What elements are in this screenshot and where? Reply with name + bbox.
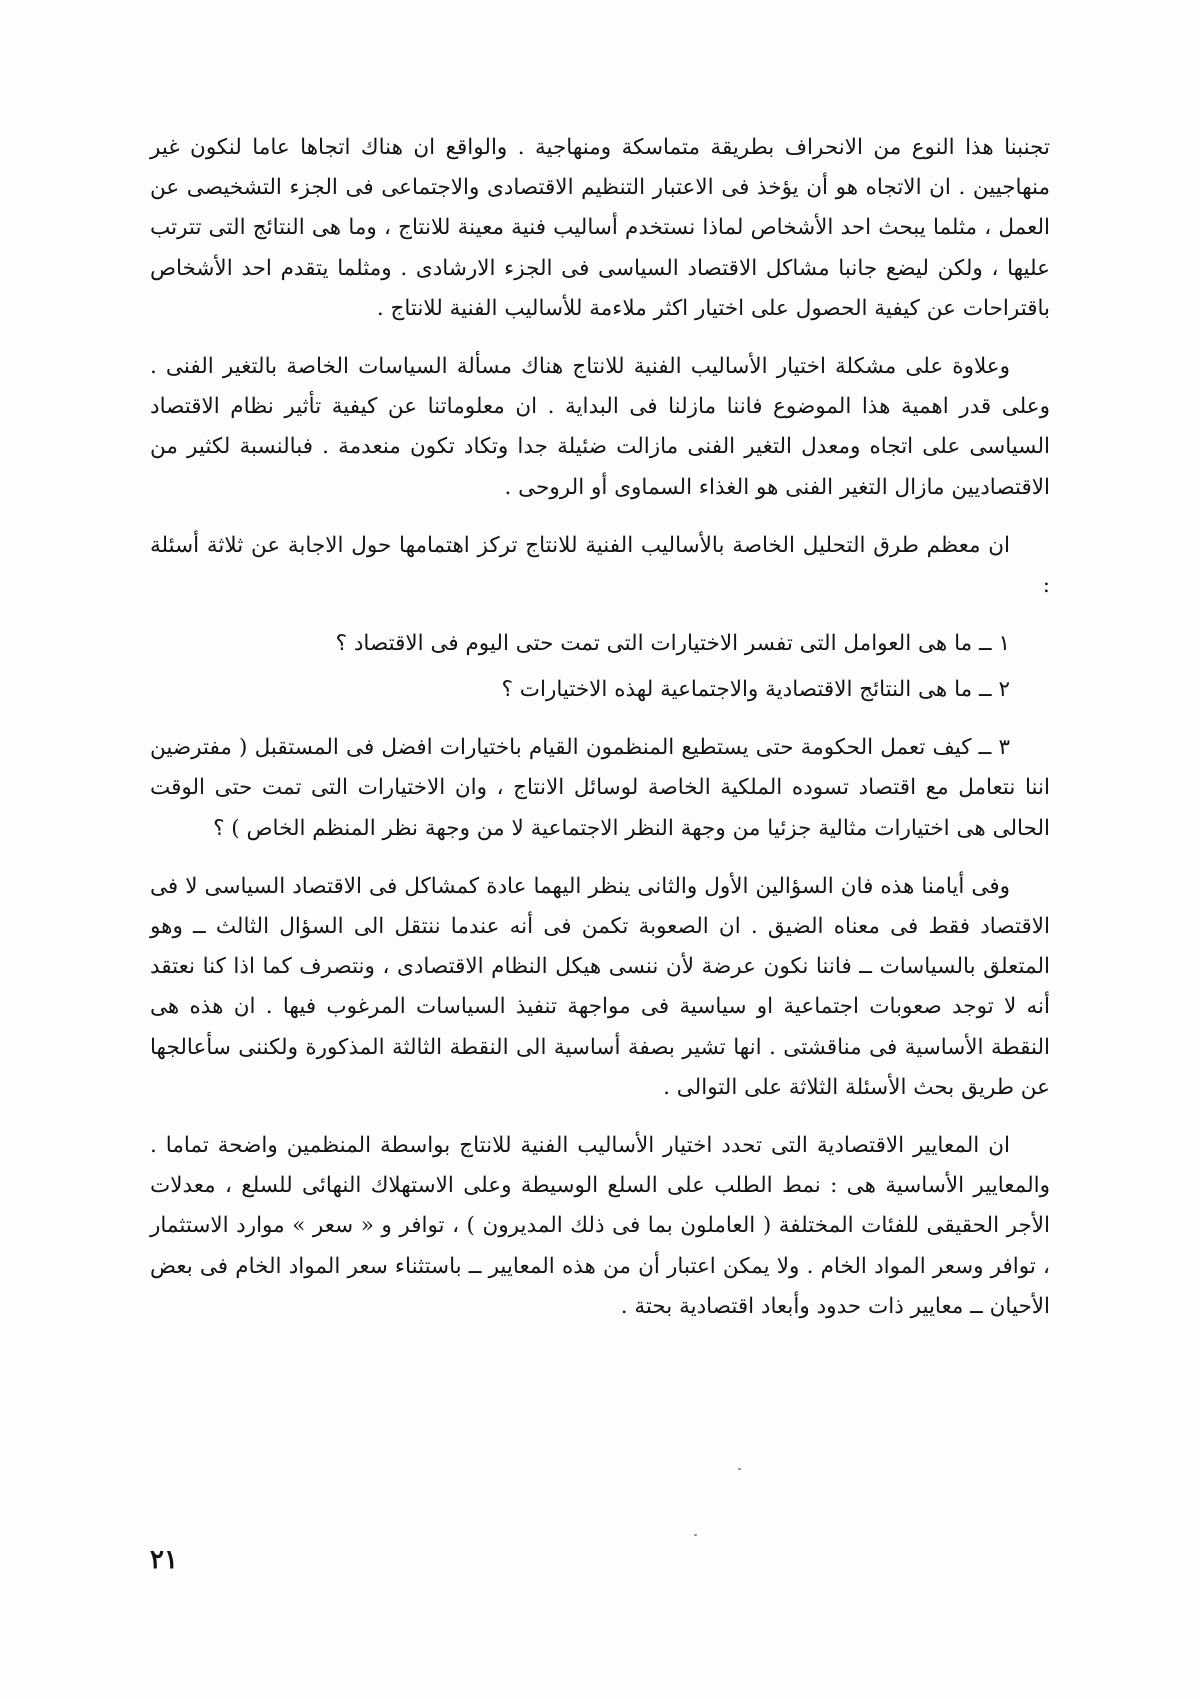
- scan-speck: [694, 1534, 697, 1536]
- scan-speck: [738, 1468, 741, 1470]
- paragraph-3: ان معظم طرق التحليل الخاصة بالأساليب الفنية للانتاج تركز اهتمامها حول الاجابة عن ثلاثة أسئلة :: [150, 532, 1050, 599]
- question-1: ١ ــ ما هى العوامل التى تفسر الاختيارات التى تمت حتى اليوم فى الاقتصاد ؟: [335, 631, 1010, 657]
- question-2: ٢ ــ ما هى النتائج الاقتصادية والاجتماعية لهذه الاختيارات ؟: [501, 677, 1010, 703]
- body-text: [150, 128, 1050, 1345]
- paragraph-1: تجنبنا هذا النوع من الانحراف بطريقة متماسكة ومنهاجية . والواقع ان هناك اتجاها عاما لنكون غير منهاجيين . ان الاتجاه هو أن يؤخذ فى الاعتبار التنظيم الاقتصادى والاجتماعى فى الجزء التشخيصى عن العمل ، مثلما يبحث احد الأشخاص لماذا نستخدم أساليب فنية معينة للانتاج ، وما هى النتائج التى تترتب عليها ، ولكن ليضع جانبا مشاكل الاقتصاد السياسى فى الجزء الارشادى . ومثلما يتقدم احد الأشخاص باقتراحات عن كيفية الحصول على اختيار اكثر ملاءمة للأساليب الفنية للانتاج .: [150, 135, 1050, 321]
- paragraph-5: ان المعايير الاقتصادية التى تحدد اختيار الأساليب الفنية للانتاج بواسطة المنظمين واضحة تماما . والمعايير الأساسية هى : نمط الطلب على السلع الوسيطة وعلى الاستهلاك النهائى للسلع ، معدلات الأجر الحقيقى للفئات المختلفة ( العاملون بما فى ذلك المديرون ) ، توافر و « سعر » موارد الاستثمار ، توافر وسعر المواد الخام . ولا يمكن اعتبار أن من هذه المعايير ــ باستثناء سعر المواد الخام فى بعض الأحيان ــ معايير ذات حدود وأبعاد اقتصادية بحتة .: [150, 1133, 1050, 1319]
- page-number: ٢١: [150, 1545, 178, 1575]
- question-3: ٣ ــ كيف تعمل الحكومة حتى يستطيع المنظمون القيام باختيارات افضل فى المستقبل ( مفترضين اننا نتعامل مع اقتصاد تسوده الملكية الخاصة لوسائل الانتاج ، وان الاختيارات التى تمت حتى الوقت الحالى هى اختيارات مثالية جزئيا من وجهة النظر الاجتماعية لا من وجهة نظر المنظم الخاص ) ؟: [150, 735, 1050, 841]
- paragraph-2: وعلاوة على مشكلة اختيار الأساليب الفنية للانتاج هناك مسألة السياسات الخاصة بالتغير الفنى . وعلى قدر اهمية هذا الموضوع فاننا مازلنا فى البداية . ان معلوماتنا عن كيفية تأثير نظام الاقتصاد السياسى على اتجاه ومعدل التغير الفنى مازالت ضئيلة جدا وتكاد تكون منعدمة . فبالنسبة لكثير من الاقتصاديين مازال التغير الفنى هو الغذاء السماوى أو الروحى .: [150, 354, 1050, 500]
- paragraph-4: وفى أيامنا هذه فان السؤالين الأول والثانى ينظر اليهما عادة كمشاكل فى الاقتصاد السياسى لا فى الاقتصاد فقط فى معناه الضيق . ان الصعوبة تكمن فى أنه عندما ننتقل الى السؤال الثالث ــ وهو المتعلق بالسياسات ــ فاننا نكون عرضة لأن ننسى هيكل النظام الاقتصادى ، ونتصرف كما اذا كنا نعتقد أنه لا توجد صعوبات اجتماعية او سياسية فى مواجهة تنفيذ السياسات المرغوب فيها . ان هذه هى النقطة الأساسية فى مناقشتى . انها تشير بصفة أساسية الى النقطة الثالثة المذكورة ولكننى سأعالجها عن طريق بحث الأسئلة الثلاثة على التوالى .: [150, 873, 1050, 1100]
